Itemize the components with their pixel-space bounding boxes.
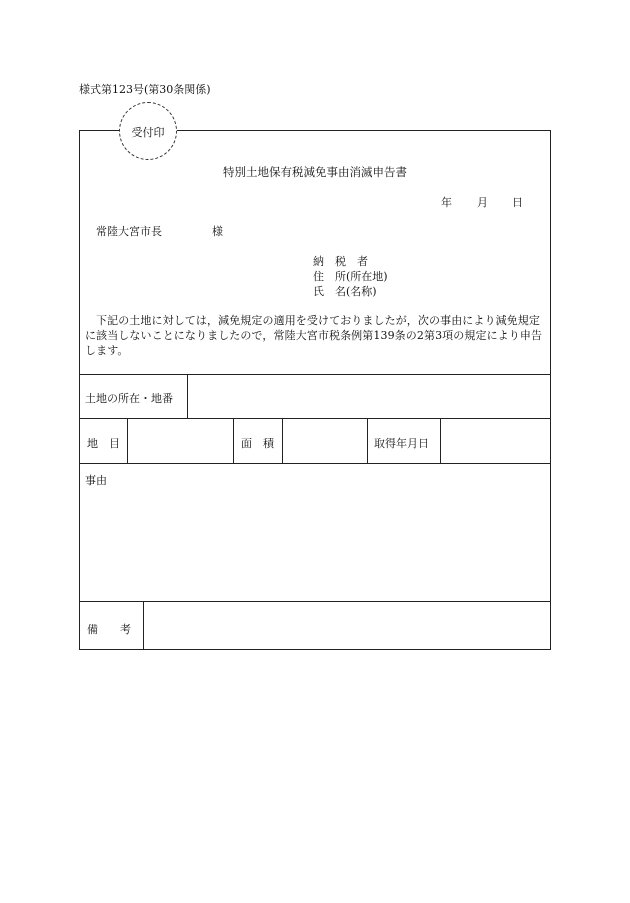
form-title: 特別土地保有税減免事由消滅申告書 — [223, 165, 407, 179]
acquisition-date-label: 取得年月日 — [374, 437, 429, 450]
addressee-honorific: 様 — [212, 225, 223, 238]
table-divider — [367, 418, 368, 463]
reason-label: 事由 — [85, 474, 107, 487]
location-field[interactable] — [188, 375, 550, 418]
acquisition-date-field[interactable] — [441, 419, 550, 463]
taxpayer-heading: 納 税 者 — [313, 255, 368, 268]
remarks-label: 備 考 — [87, 623, 131, 636]
reception-stamp-label: 受付印 — [131, 126, 165, 139]
table-rule — [79, 463, 551, 464]
taxpayer-name-label: 氏 名(名称) — [313, 285, 377, 298]
location-label: 土地の所在・地番 — [85, 392, 173, 405]
declaration-text: 下記の土地に対しては，減免規定の適用を受けておりましたが，次の事由により減免規定に該当しないことになりましたので，常陸大宮市税条例第139条の2第3項の規定により申告します。 — [85, 314, 543, 357]
area-label: 面 積 — [241, 437, 274, 450]
reason-field[interactable] — [80, 486, 550, 600]
date-year-label: 年 — [441, 196, 452, 209]
addressee: 常陸大宮市長 — [96, 225, 162, 238]
reception-stamp-circle — [119, 102, 177, 160]
form-number: 様式第123号(第30条関係) — [79, 83, 211, 96]
area-field[interactable] — [283, 419, 366, 463]
land-category-field[interactable] — [128, 419, 232, 463]
date-month-label: 月 — [477, 196, 488, 209]
table-divider — [233, 418, 234, 463]
taxpayer-address-label: 住 所(所在地) — [313, 270, 388, 283]
date-day-label: 日 — [512, 196, 523, 209]
land-category-label: 地 目 — [87, 437, 120, 450]
remarks-field[interactable] — [144, 602, 550, 649]
